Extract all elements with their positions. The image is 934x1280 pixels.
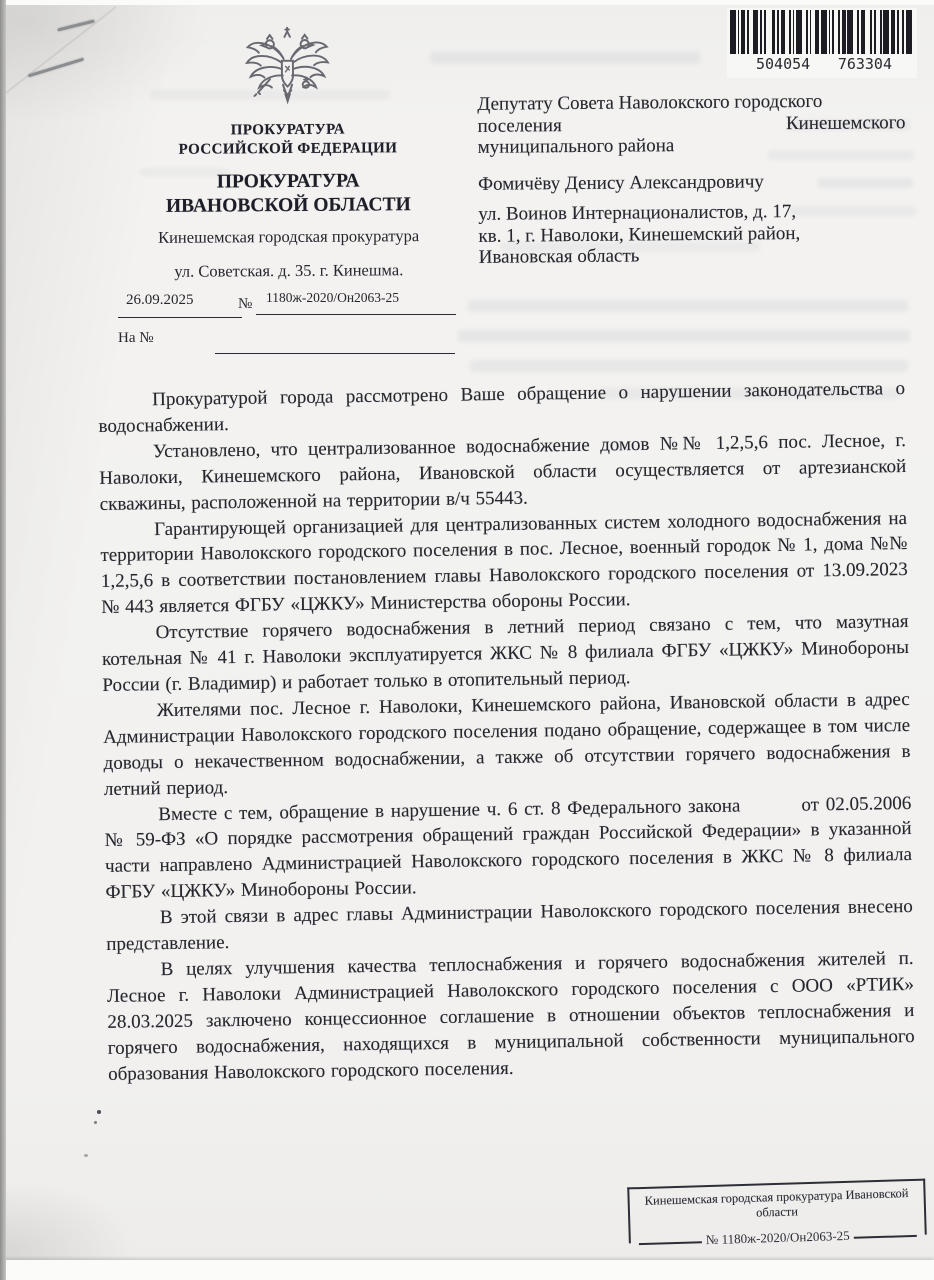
addressee-block xyxy=(477,90,907,268)
addressee-line: муниципального района xyxy=(477,135,675,158)
addressee-address: ул. Воинов Интернационалистов, д. 17, xyxy=(478,201,797,225)
corner-fold-shadow xyxy=(0,6,117,100)
barcode xyxy=(727,8,917,78)
reply-underline xyxy=(215,353,455,354)
scanner-edge-top xyxy=(0,0,934,5)
stamp-line-left xyxy=(639,1241,702,1245)
paragraph: В этой связи в адрес главы Администрации Наволокского городского поселения внесено представление. xyxy=(106,896,913,955)
number-underline xyxy=(256,314,456,315)
scanner-edge-left xyxy=(0,0,6,1280)
stamp-line-right xyxy=(854,1235,917,1239)
date-underline xyxy=(118,317,242,318)
bleedthrough-line xyxy=(468,300,908,312)
addressee-line: Депутату Совета Наволокского городского xyxy=(477,90,823,115)
paragraph: Жителями пос. Лесное г. Наволоки, Кинешемского района, Ивановской области в адрес Администрации Наволокского городского поселения подано обращение, содержащее в том числе доводы о некачественном водоснабжении, а также об отсутствии горячего водоснабжения в летний период. xyxy=(103,688,911,800)
scanner-edge-bottom xyxy=(0,1260,934,1280)
ink-speck xyxy=(84,1154,88,1157)
ink-speck xyxy=(97,1110,101,1114)
org-name-line1: ПРОКУРАТУРА xyxy=(230,121,346,139)
paragraph: Гарантирующей организацией для централизованных систем холодного водоснабжения на территории Наволокского городского поселения в пос. Лесное, военный городок № 1, дома №№ 1,2,5,6 в соответствии постановлением главы Наволокского городского поселения от 13.09.2023 № 443 является ФГБУ «ЦЖКУ» Министерства обороны России. xyxy=(100,507,908,619)
bleedthrough-line xyxy=(430,52,700,64)
barcode-bars xyxy=(730,10,914,54)
barcode-digits-left: 504054 xyxy=(756,55,811,73)
stamp-office-name: Кинешемская городская прокуратура Ивановской области xyxy=(644,1186,909,1220)
number-sign: № xyxy=(238,296,253,312)
org-name-line4: ИВАНОВСКОЙ ОБЛАСТИ xyxy=(165,194,411,217)
reply-to-label: На № xyxy=(118,330,154,346)
reference-block xyxy=(118,290,464,360)
paragraph: Прокуратурой города рассмотрено Ваше обращение о нарушении законодательства о водоснабжении. xyxy=(98,378,906,437)
paragraph: Отсутствие горячего водоснабжения в летний период связано с тем, что мазутная котельная № 41 г. Наволоки эксплуатируется ЖКС № 8 филиала ФГБУ «ЦЖКУ» Минобороны России (г. Владимир) и работает только в отопительный период. xyxy=(101,611,910,696)
letter-date: 26.09.2025 xyxy=(126,292,194,308)
bleedthrough-line xyxy=(458,330,910,342)
bleedthrough-line xyxy=(470,360,908,372)
addressee-line: поселения xyxy=(477,114,562,137)
office-address: ул. Советская. д. 35. г. Кинешма. xyxy=(174,260,404,281)
barcode-digits-right: 763304 xyxy=(837,55,892,73)
addressee-address: Ивановская область xyxy=(478,245,640,268)
paragraph: Установлено, что централизованное водоснабжение домов №№ 1,2,5,6 пос. Лесное, г. Наволоки, Кинешемского района, Ивановской области осуществляется от артезианской скважины, расположенной на территории в/ч 55443. xyxy=(99,429,907,515)
stamp-number: № 1180ж-2020/Он2063-25 xyxy=(705,1227,850,1248)
paragraph: Вместе с тем, обращение в нарушение ч. 6 ст. 8 Федерального закона от 02.05.2006 № 59-ФЗ «О порядке рассмотрения обращений граждан Российской Федерации» в указанной части направлено Администрацией Наволокского городского поселения в ЖКС № 8 филиала ФГБУ «ЦЖКУ» Минобороны России. xyxy=(104,792,913,904)
paragraph: В целях улучшения качества теплоснабжения и горячего водоснабжения жителей п. Лесное г. Наволоки Администрацией Наволокского городского поселения с ООО «РТИК» 28.03.2025 заключено концессионное соглашение в отношении объектов теплоснабжения и горячего водоснабжения, находящихся в муниципальной собственности муниципального образования Наволокского городского поселения. xyxy=(106,947,915,1085)
letter-body xyxy=(98,376,915,1087)
letter-number: 1180ж-2020/Он2063-25 xyxy=(266,290,400,305)
addressee-name: Фомичёву Денису Александровичу xyxy=(477,170,764,195)
org-name-line3: ПРОКУРАТУРА xyxy=(216,170,360,193)
russian-coat-of-arms-icon xyxy=(240,24,335,117)
org-name-line2: РОССИЙСКОЙ ФЕДЕРАЦИИ xyxy=(178,140,398,158)
addressee-line: Кинешемского xyxy=(785,111,906,134)
letterhead xyxy=(114,23,462,282)
office-name: Кинешемская городская прокуратура xyxy=(157,226,420,247)
addressee-address: кв. 1, г. Наволоки, Кинешемский район, xyxy=(478,222,801,247)
ink-speck xyxy=(94,1121,97,1124)
registration-stamp xyxy=(627,1179,927,1248)
